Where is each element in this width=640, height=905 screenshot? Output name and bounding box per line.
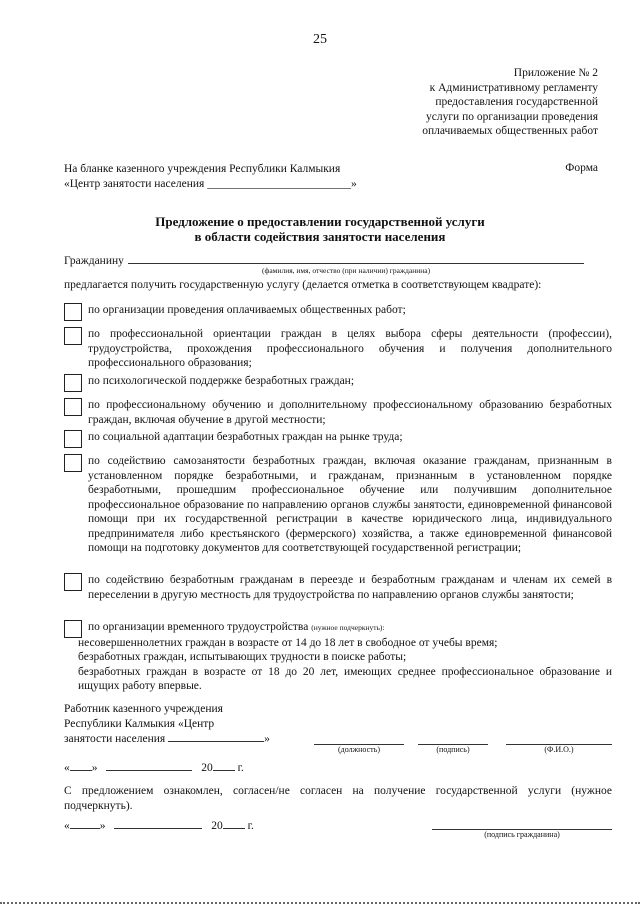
option-text: по профессиональной ориентации граждан в целях выбора сферы деятельности (профессии), трудоустройства, прохождения профессионального обучения и получения дополнительного профессионального образования; <box>88 328 612 369</box>
title-line: Предложение о предоставлении государственной услуги <box>155 214 485 229</box>
option-text: по организации проведения оплачиваемых общественных работ; <box>88 304 406 316</box>
quote-close: » <box>264 733 270 745</box>
title-line: в области содействия занятости населения <box>194 229 446 244</box>
service-option[interactable] <box>64 374 612 389</box>
option-text: по содействию самозанятости безработных граждан, включая оказание гражданам, признанным в установленном порядке безработными, и гражданам, признанным в установленном порядке безработными, прошедшим профессиональное обучение или получившим дополнительное профессиональное образование по направлению органов службы занятости, единовременной финансовой помощи при их государственной регистрации в качестве юридического лица, индивидуального предпринимателя либо крестьянского (фермерского) хозяйства, а также единовременной финансовой помощи на подготовку документов для соответствующей государственной регистрации; <box>88 455 612 554</box>
date-row-worker[interactable] <box>64 760 244 776</box>
fio-line[interactable] <box>506 734 612 745</box>
form-label: Форма <box>565 162 598 174</box>
acquaint-text: С предложением ознакомлен, согласен/не согласен на получение государственной услуги (нужное подчеркнуть). <box>64 785 612 812</box>
worker-line: Республики Калмыкия «Центр <box>64 717 215 730</box>
signature-caption: (подпись) <box>436 745 470 754</box>
year-line[interactable] <box>213 760 235 771</box>
option-text: по психологической поддержке безработных граждан; <box>88 375 355 387</box>
service-option[interactable] <box>64 327 612 371</box>
fio-caption: (фамилия, имя, отчество (при наличии) гражданина) <box>262 266 431 275</box>
appendix-header <box>338 66 598 139</box>
citizen-signature-field[interactable] <box>432 819 612 839</box>
letterhead-note <box>64 162 357 191</box>
temp-sub-option: безработных граждан, испытывающих трудности в поиске работы; <box>78 651 407 663</box>
checkbox[interactable] <box>64 430 82 448</box>
service-option-temp-employment[interactable] <box>64 620 612 694</box>
appendix-line: услуги по организации проведения <box>425 110 598 123</box>
appendix-line: оплачиваемых общественных работ <box>422 125 598 137</box>
appendix-line: Приложение № 2 <box>513 67 598 79</box>
checkbox[interactable] <box>64 303 82 321</box>
letterhead-line: «Центр занятости населения _________________________» <box>64 177 357 190</box>
offer-text: предлагается получить государственную услугу (делается отметка в соответствующем квадрате): <box>64 279 542 291</box>
checkbox[interactable] <box>64 454 82 472</box>
position-caption: (должность) <box>338 745 380 754</box>
appendix-line: предоставления государственной <box>435 96 598 108</box>
service-option[interactable] <box>64 573 612 602</box>
date-close-quote: » <box>91 762 98 774</box>
option-text: по профессиональному обучению и дополнительному профессиональному образованию безработных граждан, включая обучение в другой местности; <box>88 399 612 426</box>
year-suffix: г. <box>247 820 254 832</box>
citizen-signature-caption: (подпись гражданина) <box>484 830 560 839</box>
service-option[interactable] <box>64 454 612 556</box>
worker-line: Работник казенного учреждения <box>64 703 223 715</box>
citizen-signature-line[interactable] <box>432 819 612 830</box>
signature-line[interactable] <box>418 734 488 745</box>
date-open-quote: « <box>64 762 70 774</box>
month-line[interactable] <box>114 818 202 829</box>
checkbox[interactable] <box>64 573 82 591</box>
page-bottom-edge <box>0 898 640 904</box>
worker-block <box>64 702 270 747</box>
date-close-quote: » <box>99 820 106 832</box>
service-option[interactable] <box>64 303 612 318</box>
date-row-citizen[interactable] <box>64 818 254 834</box>
temp-sub-option: безработных граждан в возрасте от 18 до 20 лет, имеющих среднее профессиональное образование и ищущих работу впервые. <box>78 665 612 692</box>
year-prefix: 20 <box>201 762 213 774</box>
citizen-field[interactable] <box>64 252 584 267</box>
citizen-label: Гражданину <box>64 255 124 267</box>
day-line[interactable] <box>70 760 92 771</box>
checkbox[interactable] <box>64 620 82 638</box>
service-option[interactable] <box>64 430 612 445</box>
option-text: по социальной адаптации безработных граждан на рынке труда; <box>88 431 403 443</box>
checkbox[interactable] <box>64 374 82 392</box>
page-number: 25 <box>313 32 327 47</box>
year-suffix: г. <box>237 762 244 774</box>
year-line[interactable] <box>223 818 245 829</box>
center-name-line[interactable] <box>168 731 264 742</box>
worker-line <box>64 731 270 747</box>
letterhead-line: На бланке казенного учреждения Республики Калмыкия <box>64 163 341 175</box>
option-text: по содействию безработным гражданам в переезде и безработным гражданам и членам их семей в переселении в другую местность для трудоустройства по направлению органов службы занятости; <box>88 574 612 601</box>
position-line[interactable] <box>314 734 404 745</box>
fio-caption-worker: (Ф.И.О.) <box>544 745 574 754</box>
month-line[interactable] <box>106 760 192 771</box>
temp-label: по организации временного трудоустройства <box>88 621 309 633</box>
citizen-name-line[interactable] <box>128 252 584 264</box>
appendix-line: к Административному регламенту <box>429 81 598 94</box>
date-open-quote: « <box>64 820 70 832</box>
checkbox[interactable] <box>64 327 82 345</box>
year-prefix: 20 <box>211 820 223 832</box>
position-field[interactable] <box>314 734 404 754</box>
option-text <box>88 620 612 636</box>
day-line[interactable] <box>70 818 100 829</box>
fio-field[interactable] <box>506 734 612 754</box>
signature-field[interactable] <box>418 734 488 754</box>
temp-note: (нужное подчеркнуть): <box>311 623 385 632</box>
worker-line-label: занятости населения <box>64 733 166 745</box>
service-option[interactable] <box>64 398 612 427</box>
checkbox[interactable] <box>64 398 82 416</box>
temp-sub-option: несовершеннолетних граждан в возрасте от 14 до 18 лет в свободное от учебы время; <box>78 636 498 649</box>
document-title <box>0 214 640 244</box>
